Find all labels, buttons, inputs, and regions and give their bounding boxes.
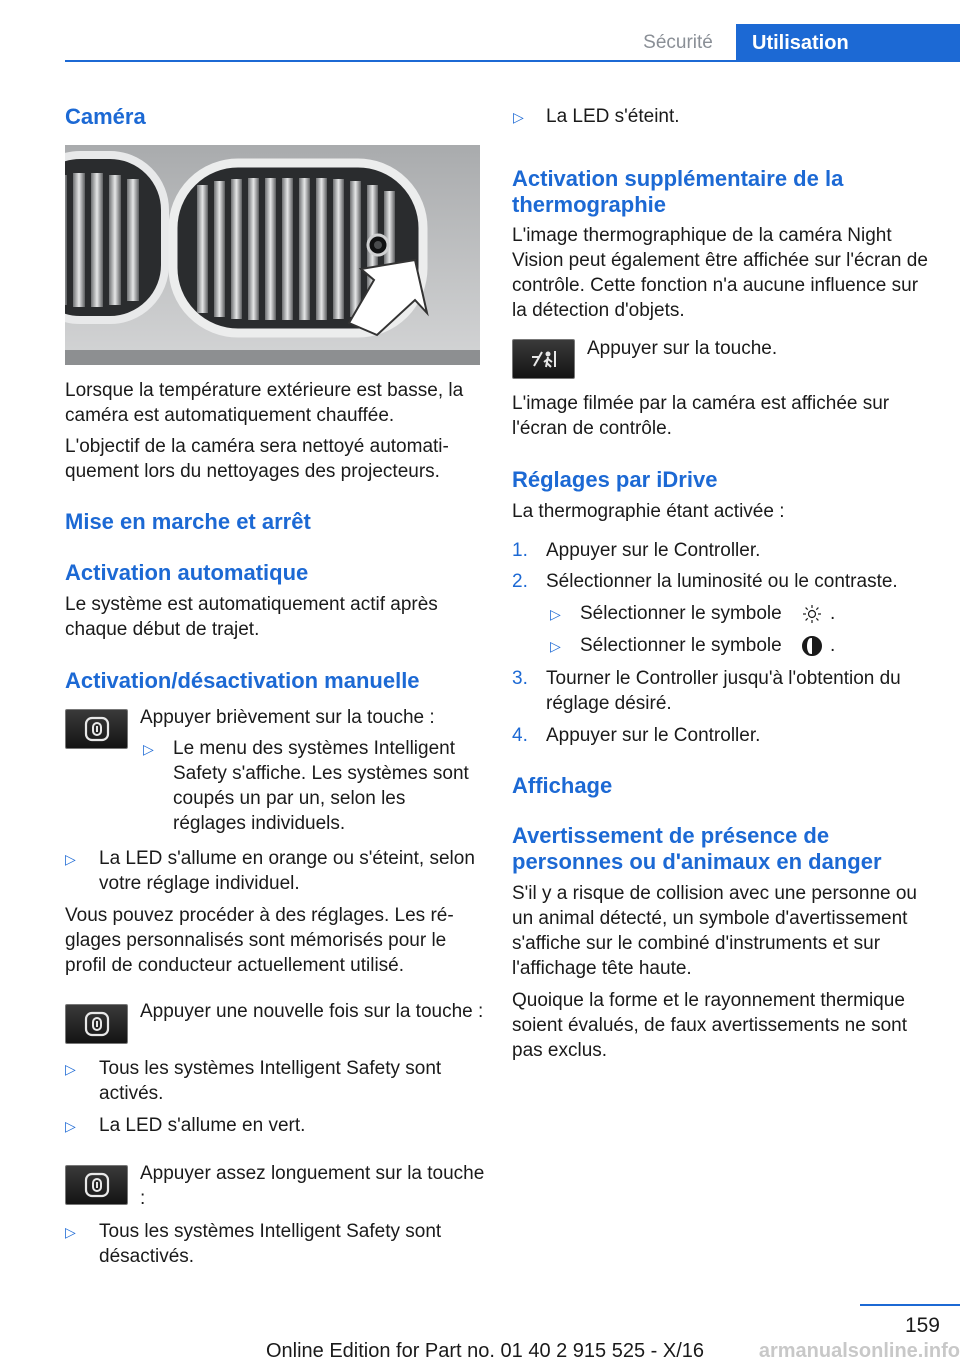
- step-text: Appuyer sur le Controller.: [546, 725, 761, 746]
- page-number: 159: [904, 1314, 940, 1337]
- safety-menu-bullet: Le menu des systèmes Intelligent Safety s'affiche. Les systèmes sont coupés un par un, selon les réglages individuels.: [173, 738, 469, 834]
- step-number: 1.: [512, 540, 528, 561]
- press-again-text: Appuyer une nouvelle fois sur la touche :: [140, 1001, 484, 1022]
- intelligent-safety-key-icon: [65, 1004, 128, 1044]
- bullet-triangle-icon: ▷: [550, 606, 561, 622]
- camera-title: Caméra: [65, 104, 146, 129]
- watermark: armanualsonline.info: [758, 1340, 960, 1362]
- step-number: 4.: [512, 725, 528, 746]
- bullet-triangle-icon: ▷: [65, 1118, 76, 1134]
- night-vision-key-icon: [512, 339, 575, 379]
- extra-activation-title: Activation supplémentaire de la thermographie: [512, 166, 844, 217]
- edition-line: Online Edition for Part no. 01 40 2 915 525 - X/16: [265, 1340, 705, 1362]
- idrive-settings-title: Réglages par iDrive: [512, 467, 718, 492]
- contrast-icon: [801, 635, 823, 662]
- period: .: [830, 603, 836, 624]
- footer-rule: [860, 1304, 960, 1306]
- led-orange-bullet: La LED s'allume en orange ou s'éteint, selon votre réglage individuel.: [99, 848, 475, 894]
- intelligent-safety-key-icon: [65, 709, 128, 749]
- idrive-intro: La thermographie étant activée :: [512, 501, 785, 522]
- activation-manual-title: Activation/désactivation manuelle: [65, 668, 420, 693]
- led-off-bullet: La LED s'éteint.: [546, 106, 680, 127]
- step-number: 2.: [512, 571, 528, 592]
- camera-grille-image: [65, 145, 480, 365]
- warning-paragraph-1: S'il y a risque de collision avec une personne ou un animal détecté, un symbole d'avertissement s'affiche sur le combiné d'instruments et sur l'affichage tête haute.: [512, 883, 917, 979]
- warning-paragraph-2: Quoique la forme et le rayonnement thermique soient évalués, de faux avertissements ne sont pas exclus.: [512, 990, 908, 1061]
- bullet-triangle-icon: ▷: [513, 109, 524, 125]
- select-symbol-text: Sélectionner le symbole: [580, 635, 782, 656]
- press-briefly-text: Appuyer brièvement sur la touche :: [140, 707, 435, 728]
- bullet-triangle-icon: ▷: [65, 1061, 76, 1077]
- step-text: Appuyer sur le Controller.: [546, 540, 761, 561]
- period: .: [830, 635, 836, 656]
- bullet-triangle-icon: ▷: [65, 1224, 76, 1240]
- camera-paragraph-2: L'objectif de la caméra sera nettoyé automatiquement lors du nettoyages des projecteurs.: [65, 436, 449, 482]
- display-title: Affichage: [512, 773, 613, 798]
- bullet-triangle-icon: ▷: [550, 638, 561, 654]
- extra-activation-text: L'image thermographique de la caméra Night Vision peut également être affichée sur l'écran de contrôle. Cette fonction n'a aucune influence sur la détection d'objets.: [512, 225, 928, 321]
- all-off-bullet: Tous les systèmes Intelligent Safety sont désactivés.: [99, 1221, 442, 1267]
- settings-paragraph: Vous pouvez procéder à des réglages. Les réglages personnalisés sont mémorisés pour le profil de conducteur actuellement utilisé.: [65, 905, 454, 976]
- warning-title: Avertissement de présence de personnes ou d'animaux en danger: [512, 823, 882, 874]
- header-active-tab[interactable]: Utilisation: [736, 24, 960, 62]
- press-key-text: Appuyer sur la touche.: [587, 338, 778, 359]
- led-green-bullet: La LED s'allume en vert.: [99, 1115, 306, 1136]
- filmed-image-text: L'image filmée par la caméra est affichée sur l'écran de contrôle.: [512, 393, 890, 439]
- mise-en-marche-title: Mise en marche et arrêt: [65, 509, 311, 534]
- all-on-bullet: Tous les systèmes Intelligent Safety sont activés.: [99, 1058, 442, 1104]
- activation-auto-title: Activation automatique: [65, 560, 309, 585]
- brightness-icon: [802, 604, 822, 629]
- press-long-text: Appuyer assez longuement sur la touche :: [140, 1163, 485, 1209]
- bullet-triangle-icon: ▷: [143, 741, 154, 757]
- intelligent-safety-key-icon: [65, 1165, 128, 1205]
- step-text: Tourner le Controller jusqu'à l'obtention du réglage désiré.: [546, 668, 901, 714]
- camera-paragraph-1: Lorsque la température extérieure est basse, la caméra est automatiquement chauffée.: [65, 380, 464, 426]
- bullet-triangle-icon: ▷: [65, 851, 76, 867]
- header-section-tab[interactable]: Sécurité: [643, 32, 713, 53]
- step-number: 3.: [512, 668, 528, 689]
- activation-auto-text: Le système est automatiquement actif après chaque début de trajet.: [65, 594, 438, 640]
- select-symbol-text: Sélectionner le symbole: [580, 603, 782, 624]
- step-text: Sélectionner la luminosité ou le contraste.: [546, 571, 898, 592]
